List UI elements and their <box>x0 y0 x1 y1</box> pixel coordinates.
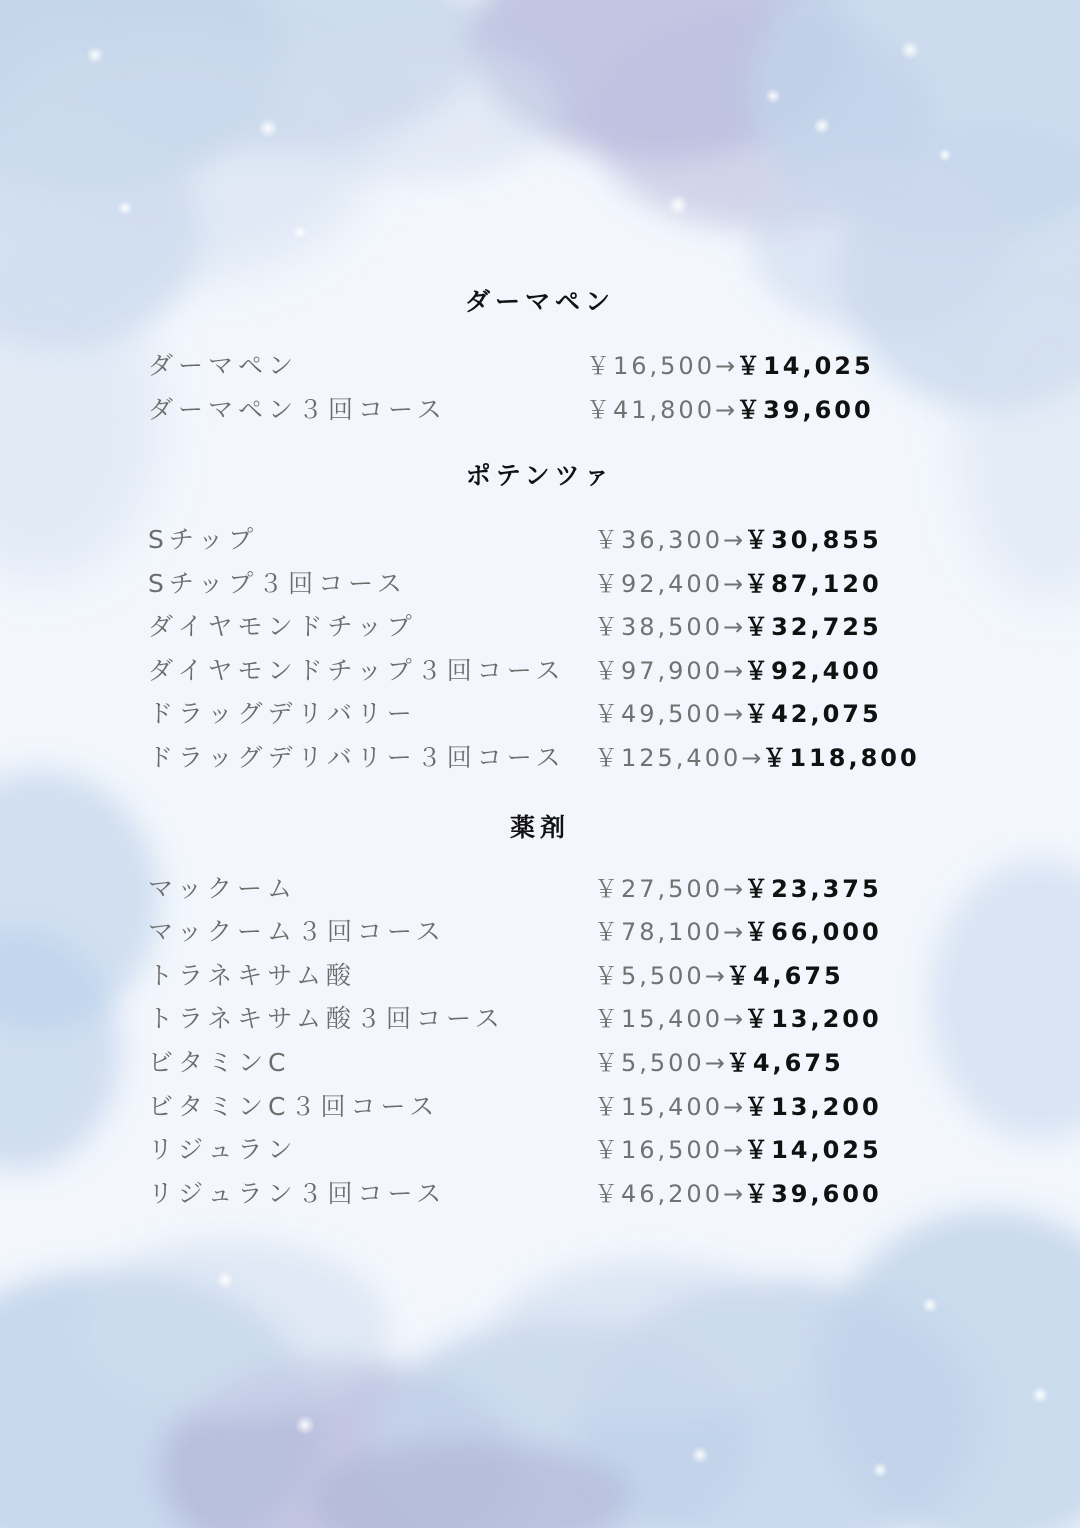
arrow-icon: → <box>722 700 745 728</box>
item-name: ダイヤモンドチップ <box>148 612 417 641</box>
list-item <box>148 1087 1048 1127</box>
arrow-icon: → <box>714 396 737 424</box>
price <box>594 607 882 642</box>
item-name: Sチップ <box>148 525 259 554</box>
list-item <box>148 651 1048 691</box>
campaign-price: ￥39,600 <box>736 396 874 424</box>
list-item <box>148 1174 1048 1214</box>
regular-price: ￥5,500 <box>594 1049 705 1077</box>
price <box>594 694 882 729</box>
campaign-price: ￥4,675 <box>725 1049 844 1077</box>
list-item <box>148 520 1048 560</box>
price <box>594 956 844 991</box>
item-name: リジュラン <box>148 1135 298 1164</box>
list-item <box>148 999 1048 1039</box>
price <box>594 738 920 773</box>
list-item <box>148 1043 1048 1083</box>
list-item <box>148 738 1048 778</box>
item-name: ビタミンC <box>148 1048 291 1077</box>
arrow-icon: → <box>722 657 745 685</box>
campaign-price: ￥14,025 <box>736 352 874 380</box>
price <box>594 1087 882 1122</box>
regular-price: ￥15,400 <box>594 1005 723 1033</box>
price <box>594 869 882 904</box>
campaign-price: ￥92,400 <box>744 657 882 685</box>
item-name: マックーム３回コース <box>148 917 446 946</box>
campaign-price: ￥87,120 <box>744 570 882 598</box>
campaign-price: ￥4,675 <box>725 962 844 990</box>
regular-price: ￥92,400 <box>594 570 723 598</box>
arrow-icon: → <box>722 526 745 554</box>
arrow-icon: → <box>741 744 763 772</box>
arrow-icon: → <box>722 875 745 903</box>
regular-price: ￥49,500 <box>594 700 723 728</box>
campaign-price: ￥30,855 <box>744 526 882 554</box>
item-name: ドラッグデリバリー <box>148 699 417 728</box>
regular-price: ￥97,900 <box>594 657 723 685</box>
list-item <box>148 564 1048 604</box>
list-item <box>148 607 1048 647</box>
price <box>594 1130 882 1165</box>
arrow-icon: → <box>722 1180 745 1208</box>
campaign-price: ￥42,075 <box>744 700 882 728</box>
arrow-icon: → <box>722 1005 745 1033</box>
arrow-icon: → <box>722 1136 745 1164</box>
regular-price: ￥38,500 <box>594 613 723 641</box>
price <box>586 390 874 425</box>
price <box>594 1174 882 1209</box>
regular-price: ￥78,100 <box>594 918 723 946</box>
campaign-price: ￥32,725 <box>744 613 882 641</box>
item-name: マックーム <box>148 874 298 903</box>
regular-price: ￥16,500 <box>594 1136 723 1164</box>
list-item <box>148 956 1048 996</box>
item-name: ダイヤモンドチップ３回コース <box>148 656 566 685</box>
list-item <box>148 390 1048 430</box>
price <box>594 912 882 947</box>
arrow-icon: → <box>714 352 737 380</box>
list-item <box>148 912 1048 952</box>
arrow-icon: → <box>722 918 745 946</box>
section-title-dermapen: ダーマペン <box>464 287 615 316</box>
item-name: トラネキサム酸３回コース <box>148 1004 505 1033</box>
arrow-icon: → <box>704 962 726 990</box>
list-item <box>148 694 1048 734</box>
regular-price: ￥41,800 <box>586 396 715 424</box>
arrow-icon: → <box>722 570 745 598</box>
regular-price: ￥125,400 <box>594 744 742 772</box>
item-name: ダーマペン <box>148 351 299 380</box>
item-name: リジュラン３回コース <box>148 1179 447 1208</box>
section-title-potenza: ポテンツァ <box>465 461 615 490</box>
regular-price: ￥16,500 <box>586 352 715 380</box>
item-name: トラネキサム酸 <box>148 961 357 990</box>
item-name: ビタミンC３回コース <box>148 1092 440 1121</box>
price <box>594 564 882 599</box>
campaign-price: ￥66,000 <box>744 918 882 946</box>
price <box>594 999 882 1034</box>
campaign-price: ￥23,375 <box>744 875 882 903</box>
price <box>594 520 882 555</box>
list-item <box>148 1130 1048 1170</box>
campaign-price: ￥13,200 <box>744 1093 882 1121</box>
list-item <box>148 869 1048 909</box>
arrow-icon: → <box>722 613 745 641</box>
campaign-price: ￥39,600 <box>744 1180 882 1208</box>
item-name: ダーマペン３回コース <box>148 395 447 424</box>
regular-price: ￥15,400 <box>594 1093 723 1121</box>
item-name: ドラッグデリバリー３回コース <box>148 743 566 772</box>
campaign-price: ￥118,800 <box>762 744 920 772</box>
price <box>594 651 882 686</box>
campaign-price: ￥13,200 <box>744 1005 882 1033</box>
regular-price: ￥36,300 <box>594 526 723 554</box>
arrow-icon: → <box>722 1093 745 1121</box>
regular-price: ￥27,500 <box>594 875 723 903</box>
regular-price: ￥46,200 <box>594 1180 723 1208</box>
price <box>586 346 874 381</box>
section-title-drugs: 薬剤 <box>509 813 570 842</box>
item-name: Sチップ３回コース <box>148 569 407 598</box>
price <box>594 1043 844 1078</box>
regular-price: ￥5,500 <box>594 962 705 990</box>
arrow-icon: → <box>704 1049 726 1077</box>
list-item <box>148 346 1048 386</box>
campaign-price: ￥14,025 <box>744 1136 882 1164</box>
